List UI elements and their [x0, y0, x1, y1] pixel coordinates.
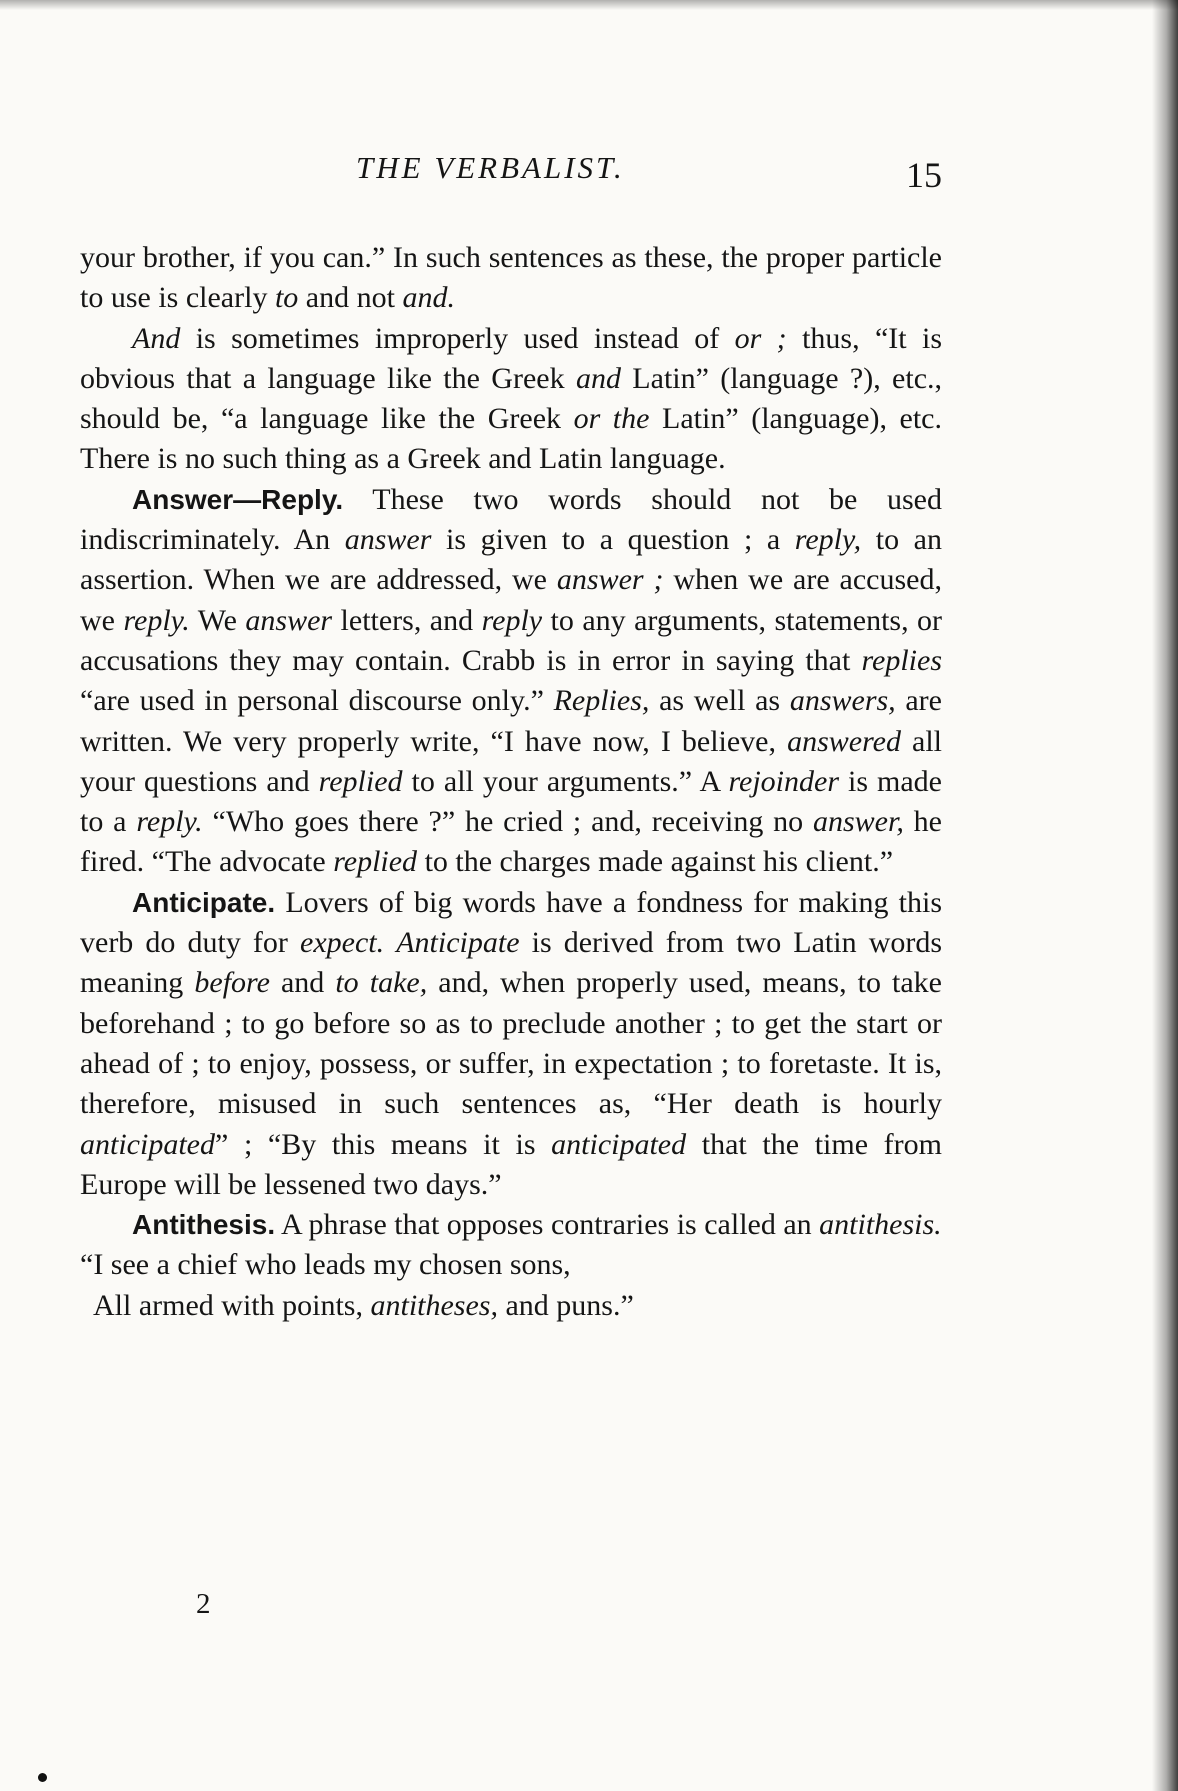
page-top-edge	[0, 0, 1178, 10]
paragraph-continuation: your brother, if you can.” In such sentences as these, the proper particle to use is clearly to and not and.	[80, 241, 942, 315]
verse-quote	[80, 1245, 942, 1326]
entry-anticipate: Anticipate. Lovers of big words have a fondness for making this verb do duty for expect. Anticipate is derived from two Latin words meaning before and to take, and, when properly used, means, to take beforehand ; to go before so as to preclude another ; to get the start or ahead of ; to enjoy, possess, or suffer, in expectation ; to foretaste. It is, therefore, misused in such sentences as, “Her death is hourly anticipated” ; “By this means it is anticipated that the time from Europe will be lessened two days.”	[80, 885, 943, 1201]
running-title: THE VERBALIST.	[356, 150, 625, 185]
paragraph-and-or: And is sometimes improperly used instead of or ; thus, “It is obvious that a language like the Greek and Latin” (language ?), etc., should be, “a language like the Greek or the Latin” (language), etc. There is no such thing as a Greek and Latin language.	[80, 321, 943, 476]
verse-line-1: “I see a chief who leads my chosen sons,	[80, 1248, 571, 1282]
entry-headword: Antithesis.	[132, 1209, 276, 1241]
entry-headword: Answer—Reply.	[132, 483, 344, 515]
verse-line-2: All armed with points, antitheses, and puns.”	[93, 1288, 634, 1322]
entry-headword: Anticipate.	[132, 886, 276, 918]
page-right-edge-shadow	[1152, 0, 1178, 1791]
entry-answer-reply: Answer—Reply. These two words should not be used indiscriminately. An answer is given to a question ; a reply, to an assertion. When we are addressed, we answer ; when we are accused, we reply. We answer letters, and reply to any arguments, statements, or accusations they may contain. Crabb is in error in saying that replies “are used in personal discourse only.” Replies, as well as answers, are written. We very properly write, “I have now, I believe, answered all your questions and replied to all your arguments.” A rejoinder is made to a reply. “Who goes there ?” he cried ; and, receiving no answer, he fired. “The advocate replied to the charges made against his client.”	[80, 482, 943, 879]
ink-speck	[38, 1773, 47, 1782]
page-number: 15	[906, 155, 942, 195]
signature-mark: 2	[196, 1588, 211, 1620]
body-text	[80, 238, 942, 1326]
entry-antithesis: Antithesis. A phrase that opposes contraries is called an antithesis.	[132, 1208, 942, 1242]
running-header	[0, 150, 1178, 200]
